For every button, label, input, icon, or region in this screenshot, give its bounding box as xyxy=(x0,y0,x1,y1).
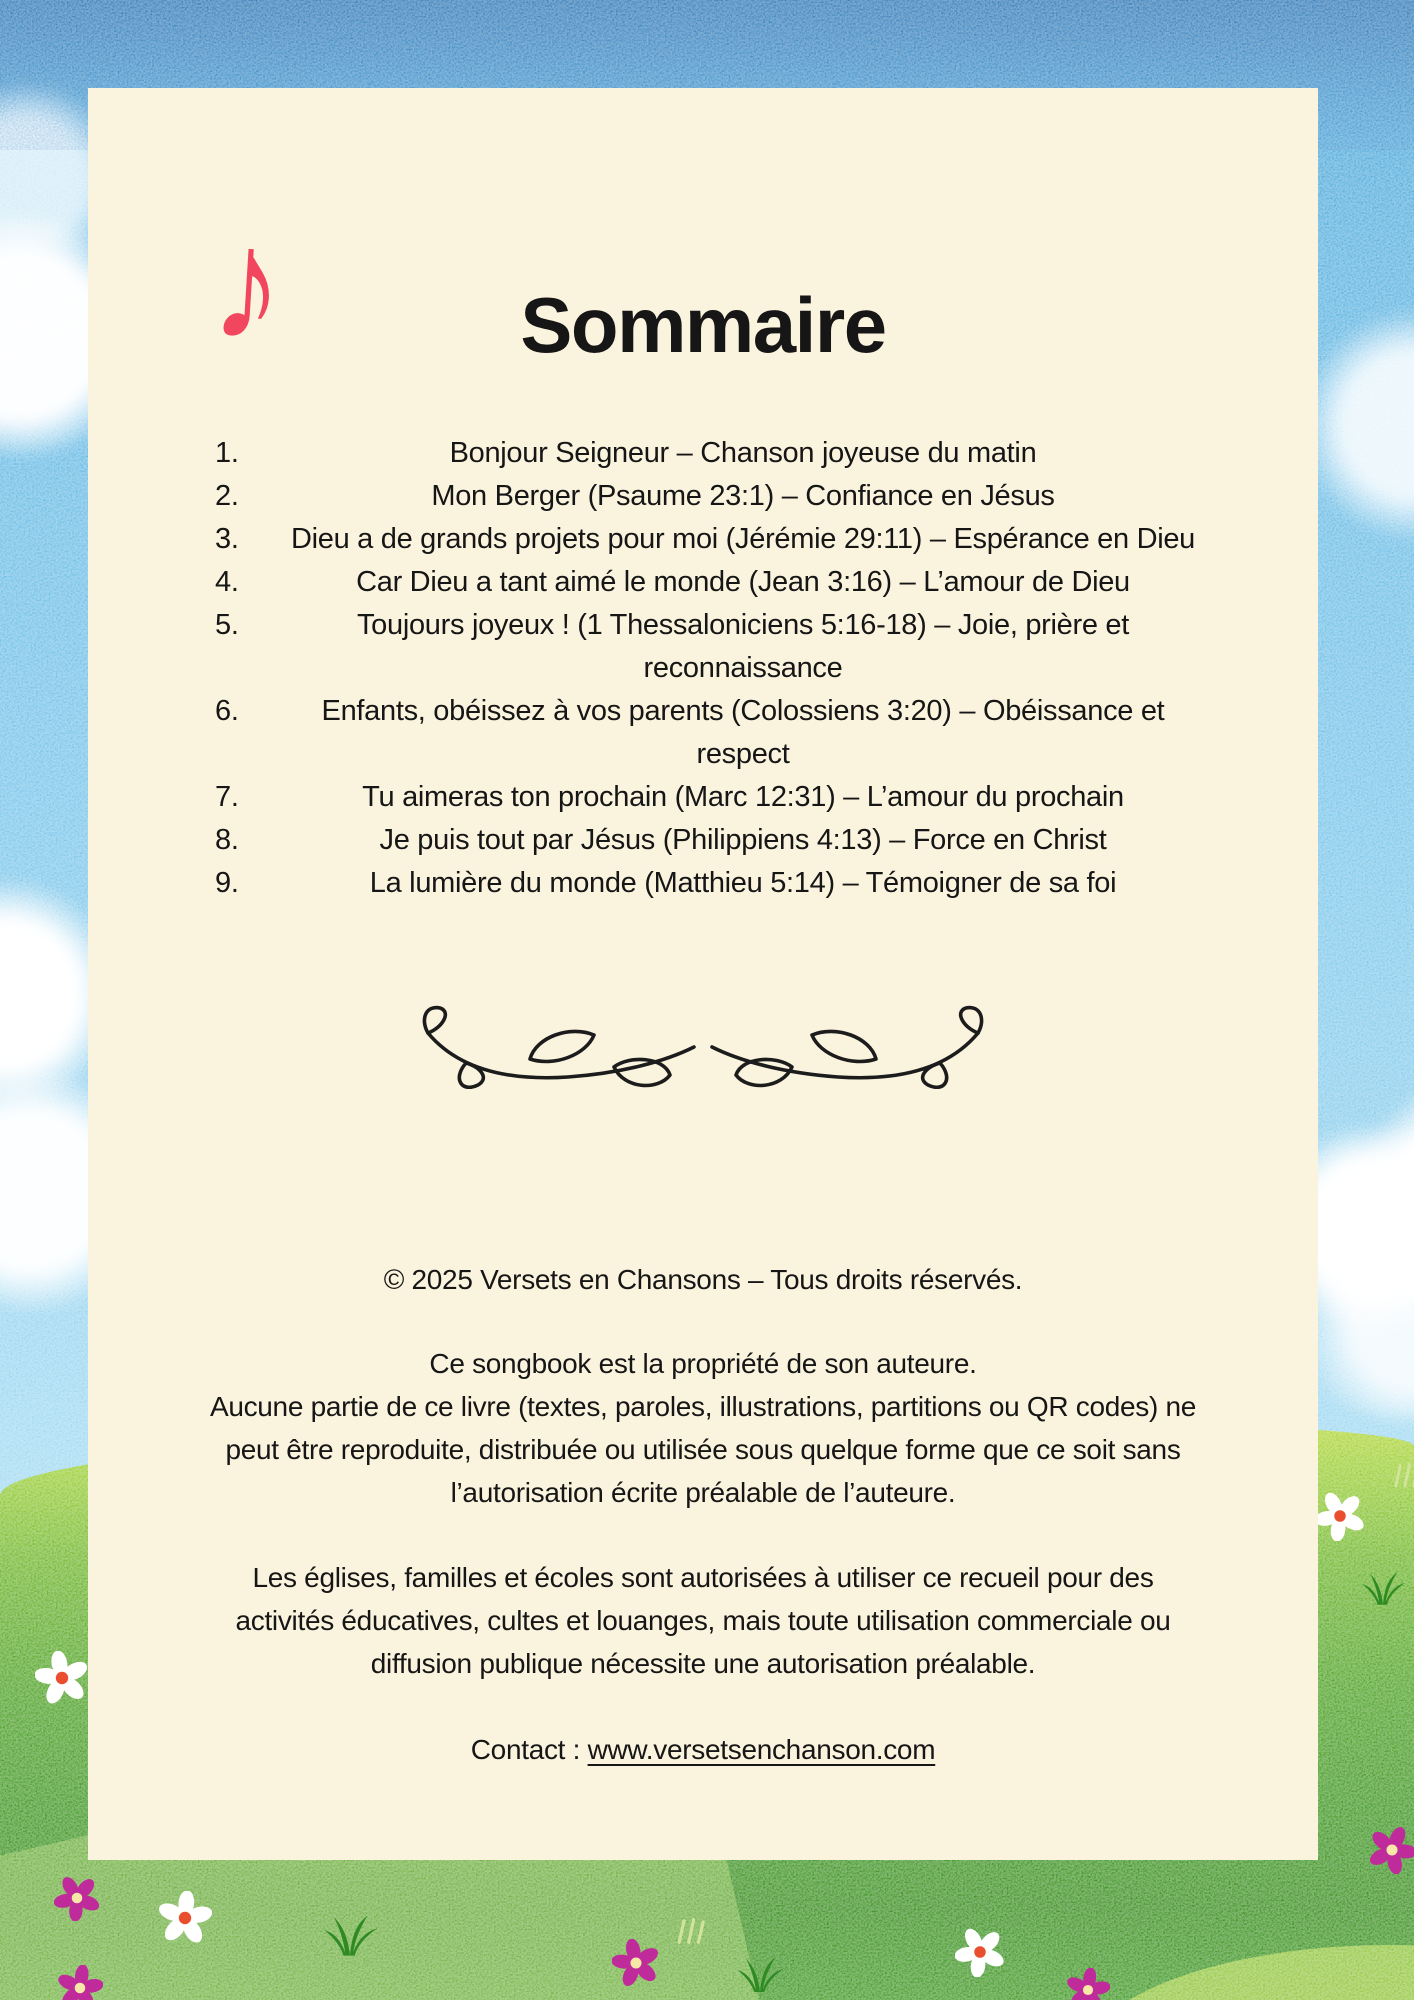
pink-flower-icon xyxy=(612,1939,660,1987)
grass-strokes-icon xyxy=(672,1916,708,1945)
grass-tuft-icon xyxy=(732,1956,788,1992)
toc-item xyxy=(215,604,1243,690)
toc-item-text: respect xyxy=(696,738,790,770)
paragraph-line: peut être reproduite, distribuée ou utilisée sous quelque forme que ce soit sans xyxy=(225,1434,1181,1465)
paragraph-line: diffusion publique nécessite une autorisation préalable. xyxy=(370,1648,1036,1679)
toc-item-number: 9. xyxy=(215,867,239,899)
paragraph-line: Ce songbook est la propriété de son auteure. xyxy=(429,1348,977,1379)
toc-item-number: 5. xyxy=(215,609,239,641)
toc-item-text: Toujours joyeux ! (1 Thessaloniciens 5:16-18) – Joie, prière et xyxy=(356,609,1130,641)
music-note-icon: ♪ xyxy=(207,191,289,376)
paragraph-line: l’autorisation écrite préalable de l’auteure. xyxy=(450,1477,956,1508)
white-flower-icon xyxy=(35,1651,89,1705)
vine-divider-icon xyxy=(418,1003,988,1089)
paragraph-line: Aucune partie de ce livre (textes, paroles, illustrations, partitions ou QR codes) ne xyxy=(209,1391,1197,1422)
contact-link[interactable]: www.versetsenchanson.com xyxy=(587,1734,936,1765)
white-flower-icon xyxy=(158,1891,212,1945)
legal-paragraph-ownership xyxy=(88,1342,1318,1514)
toc-item xyxy=(215,690,1243,776)
toc-item-number: 8. xyxy=(215,824,239,856)
legal-paragraph-usage xyxy=(88,1556,1318,1685)
grass-tuft-icon xyxy=(318,1914,382,1956)
pink-flower-icon xyxy=(54,1875,100,1921)
toc-item-text: Je puis tout par Jésus (Philippiens 4:13) – Force en Christ xyxy=(379,824,1107,856)
toc-item-text: Tu aimeras ton prochain (Marc 12:31) – L’amour du prochain xyxy=(362,781,1124,813)
pink-flower-icon xyxy=(57,1965,103,2000)
toc-item xyxy=(215,475,1243,518)
toc-item-text: Bonjour Seigneur – Chanson joyeuse du matin xyxy=(449,437,1037,469)
toc-item xyxy=(215,561,1243,604)
content-card xyxy=(88,88,1318,1860)
toc-item-number: 7. xyxy=(215,781,239,813)
pink-flower-icon xyxy=(1066,1968,1110,2000)
toc-item-text: Enfants, obéissez à vos parents (Colossiens 3:20) – Obéissance et xyxy=(321,695,1165,727)
contact-line xyxy=(88,1728,1318,1771)
toc-item-number: 6. xyxy=(215,695,239,727)
pink-flower-icon xyxy=(1368,1826,1414,1874)
toc-list xyxy=(215,432,1243,905)
contact-label: Contact : xyxy=(470,1734,588,1765)
page-title: Sommaire xyxy=(520,281,886,369)
toc-item-text: Dieu a de grands projets pour moi (Jérémie 29:11) – Espérance en Dieu xyxy=(290,523,1196,555)
white-flower-icon xyxy=(955,1927,1005,1977)
paragraph-line: Les églises, familles et écoles sont autorisées à utiliser ce recueil pour des xyxy=(252,1562,1154,1593)
toc-item-number: 4. xyxy=(215,566,239,598)
grass-tuft-icon xyxy=(1357,1571,1409,1605)
white-flower-icon xyxy=(1315,1491,1365,1541)
grass-strokes-icon xyxy=(1389,1461,1414,1488)
toc-item-number: 3. xyxy=(215,523,239,555)
paragraph-line: activités éducatives, cultes et louanges, mais toute utilisation commerciale ou xyxy=(235,1605,1171,1636)
toc-item xyxy=(215,518,1243,561)
toc-item xyxy=(215,776,1243,819)
toc-item-text: reconnaissance xyxy=(643,652,843,684)
toc-item-number: 2. xyxy=(215,480,239,512)
toc-item-text: Car Dieu a tant aimé le monde (Jean 3:16) – L’amour de Dieu xyxy=(356,566,1130,598)
toc-item-text: Mon Berger (Psaume 23:1) – Confiance en Jésus xyxy=(431,480,1055,512)
toc-item xyxy=(215,819,1243,862)
toc-item xyxy=(215,432,1243,475)
toc-item-text: La lumière du monde (Matthieu 5:14) – Témoigner de sa foi xyxy=(369,867,1117,899)
copyright-text: © 2025 Versets en Chansons – Tous droits réservés. xyxy=(383,1264,1023,1295)
toc-item-number: 1. xyxy=(215,437,239,469)
toc-item xyxy=(215,862,1243,905)
